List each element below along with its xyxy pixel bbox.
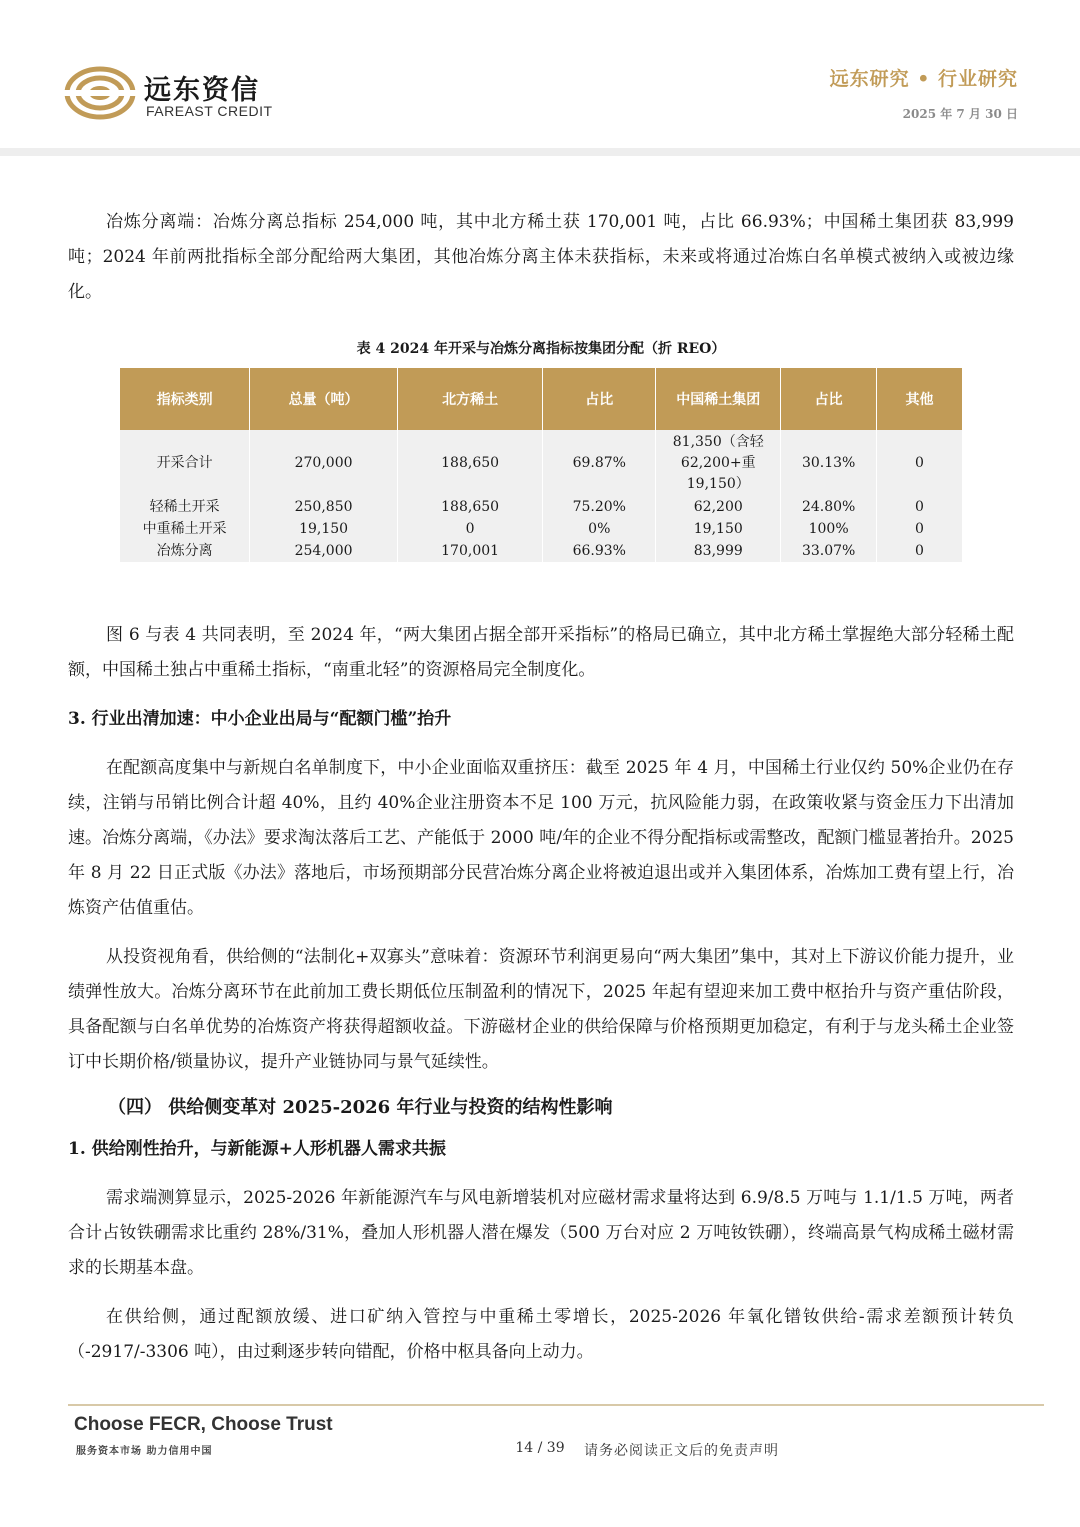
table-cell: 188,650 (398, 496, 544, 518)
table-cell: 75.20% (543, 496, 656, 518)
paragraph-conclusion: 图 6 与表 4 共同表明，至 2024 年，“两大集团占据全部开采指标”的格局已确立，其中北方稀土掌握绝大部分轻稀土配额，中国稀土独占中重稀土指标，“南重北轻”的资源格局完全制度化。 (68, 625, 1014, 680)
table-header-cell: 占比 (543, 368, 656, 430)
paragraph-investment: 从投资视角看，供给侧的“法制化+双寡头”意味着：资源环节利润更易向“两大集团”集中，其对上下游议价能力提升，业绩弹性放大。冶炼分离环节在此前加工费长期低位压制盈利的情况下，2025 年起有望迎来加工费中枢抬升与资产重估阶段，具备配额与白名单优势的冶炼资产将获得超额收益。下游磁材企业的供给保障与价格预期更加稳定，有利于与龙头稀土企业签订中长期价格/锁量协议，提升产业链协同与景气延续性。 (68, 947, 1014, 1072)
table-row (120, 496, 962, 518)
brand-name-cn: 远东资信 (144, 75, 260, 106)
table-header-cell: 中国稀土集团 (656, 368, 781, 430)
main-content (68, 205, 1014, 1370)
table-cell: 62,200 (656, 496, 781, 518)
table-cell: 100% (781, 518, 877, 540)
paragraph-demand: 需求端测算显示，2025-2026 年新能源汽车与风电新增装机对应磁材需求量将达到 6.9/8.5 万吨与 1.1/1.5 万吨，两者合计占钕铁硼需求比重约 28%/31%，叠加人形机器人潜在爆发（500 万台对应 2 万吨钕铁硼），终端高景气构成稀土磁材需求的长期基本盘。 (68, 1188, 1014, 1278)
table-cell: 33.07% (781, 540, 877, 562)
table-cell: 66.93% (543, 540, 656, 562)
table-cell: 250,850 (250, 496, 397, 518)
page-footer (0, 1400, 1080, 1527)
table-cell: 19,150 (250, 518, 397, 540)
table-cell: 0 (877, 518, 962, 540)
paragraph-supply: 在供给侧，通过配额放缓、进口矿纳入管控与中重稀土零增长，2025-2026 年氧化镨钕供给-需求差额预计转负（-2917/-3306 吨），由过剩逐步转向错配，价格中枢具备向上动力。 (68, 1307, 1014, 1362)
section-heading-4: （四） 供给侧变革对 2025-2026 年行业与投资的结构性影响 (108, 1097, 613, 1118)
footer-disclaimer: 请务必阅读正文后的免责声明 (584, 1443, 779, 1459)
table-header-cell: 指标类别 (120, 368, 250, 430)
table-cell: 0 (877, 496, 962, 518)
table-cell: 轻稀土开采 (120, 496, 250, 518)
table-header-cell: 北方稀土 (398, 368, 544, 430)
table-cell: 69.87% (543, 430, 656, 496)
table-cell: 0 (877, 540, 962, 562)
table-cell: 170,001 (398, 540, 544, 562)
paragraph-smes: 在配额高度集中与新规白名单制度下，中小企业面临双重挤压：截至 2025 年 4 月，中国稀土行业仅约 50%企业仍在存续，注销与吊销比例合计超 40%，且约 40%企业注册资本不足 100 万元，抗风险能力弱，在政策收紧与资金压力下出清加速。冶炼分离端，《办法》要求淘汰落后工艺、产能低于 2000 吨/年的企业不得分配指标或需整改，配额门槛显著抬升。2025 年 8 月 22 日正式版《办法》落地后，市场预期部分民营冶炼分离企业将被迫退出或并入集团体系，冶炼加工费有望上行，冶炼资产估值重估。 (68, 758, 1014, 918)
report-date: 2025 年 7 月 30 日 (902, 107, 1018, 121)
table-cell: 24.80% (781, 496, 877, 518)
quota-allocation-table (120, 368, 962, 562)
table-caption: 表 4 2024 年开采与冶炼分离指标按集团分配（折 REO） (356, 341, 726, 357)
table-row (120, 518, 962, 540)
table-cell: 19,150 (656, 518, 781, 540)
table-cell: 冶炼分离 (120, 540, 250, 562)
report-category: 远东研究 • 行业研究 (829, 68, 1018, 90)
paragraph-smelting: 冶炼分离端：冶炼分离总指标 254,000 吨，其中北方稀土获 170,001 吨，占比 66.93%；中国稀土集团获 83,999 吨；2024 年前两批指标全部分配给两大集团，其他冶炼分离主体未获指标，未来或将通过冶炼白名单模式被纳入或被边缘化。 (68, 212, 1014, 302)
table-cell: 0% (543, 518, 656, 540)
table-cell: 81,350（含轻62,200+重19,150） (656, 430, 781, 496)
table-header-cell: 总量（吨） (250, 368, 397, 430)
subsection-heading-1: 1. 供给刚性抬升，与新能源+人形机器人需求共振 (68, 1139, 446, 1159)
page-header (0, 0, 1080, 150)
footer-divider (68, 1404, 1044, 1406)
fareast-logo-icon (64, 66, 136, 120)
header-divider (0, 148, 1080, 156)
header-meta (830, 64, 1018, 122)
table-row (120, 540, 962, 562)
table-cell: 270,000 (250, 430, 397, 496)
footer-slogan: Choose FECR, Choose Trust (74, 1414, 333, 1435)
brand-name-en: FAREAST CREDIT (146, 103, 273, 119)
table-cell: 30.13% (781, 430, 877, 496)
table-header-row (120, 368, 962, 430)
table-header-cell: 其他 (877, 368, 962, 430)
table-row (120, 430, 962, 496)
table-cell: 188,650 (398, 430, 544, 496)
table-cell: 0 (877, 430, 962, 496)
table-cell: 开采合计 (120, 430, 250, 496)
footer-slogan-sub: 服务资本市场 助力信用中国 (76, 1446, 213, 1457)
section-heading-3: 3. 行业出清加速：中小企业出局与“配额门槛”抬升 (68, 709, 452, 729)
table-cell: 0 (398, 518, 544, 540)
table-cell: 83,999 (656, 540, 781, 562)
table-cell: 254,000 (250, 540, 397, 562)
page-number: 14 / 39 (515, 1440, 565, 1456)
table-cell: 中重稀土开采 (120, 518, 250, 540)
table-header-cell: 占比 (781, 368, 877, 430)
